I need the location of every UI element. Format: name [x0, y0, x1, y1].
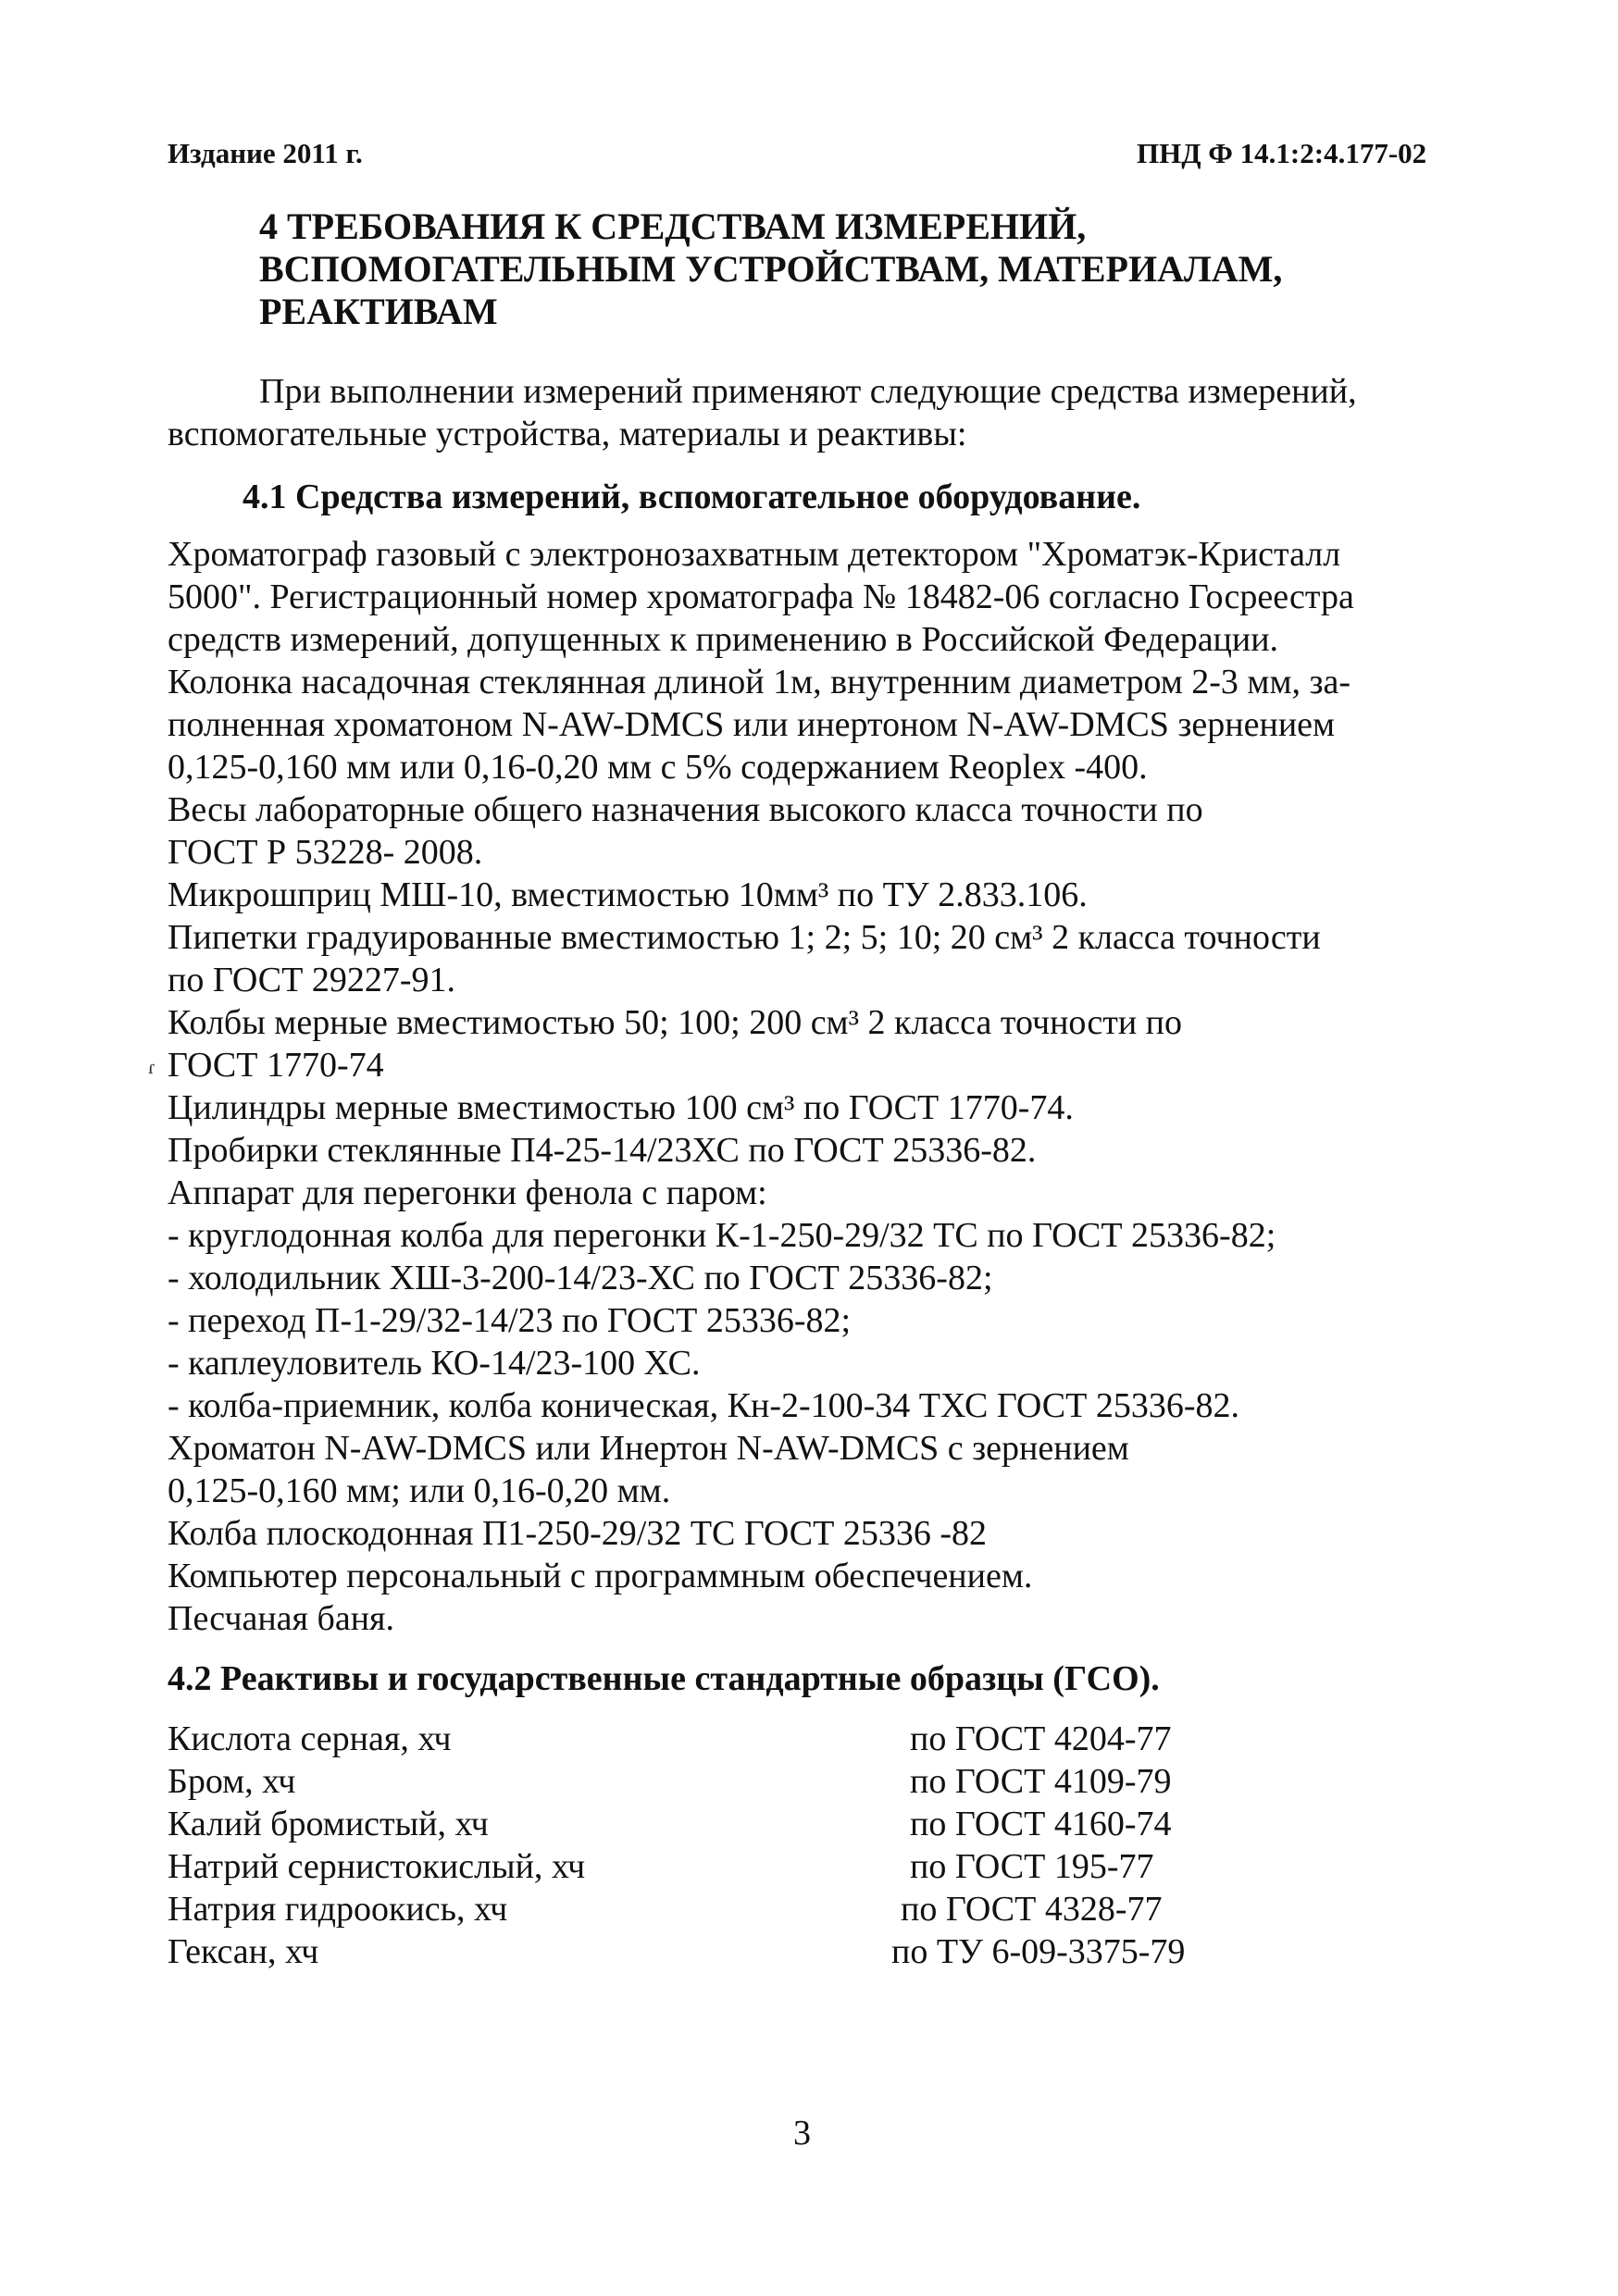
- section-title-line: РЕАКТИВАМ: [259, 291, 498, 332]
- reagent-name: Натрия гидроокись, хч: [168, 1890, 508, 1929]
- reagent-name: Кислота серная, хч: [168, 1719, 452, 1758]
- reagent-standard: по ГОСТ 4109-79: [910, 1762, 1172, 1801]
- reagent-standard: по ГОСТ 4328-77: [901, 1890, 1163, 1929]
- equipment-line: Цилиндры мерные вместимостью 100 см³ по ГОСТ 1770-74.: [168, 1088, 1074, 1127]
- apparatus-item: - холодильник ХШ-3-200-14/23-ХС по ГОСТ 25336-82;: [168, 1259, 993, 1297]
- document-code: ПНД Ф 14.1:2:4.177-02: [1137, 137, 1427, 169]
- apparatus-item: - каплеуловитель КО-14/23-100 ХС.: [168, 1344, 701, 1383]
- stray-mark: ɾ: [148, 1055, 156, 1078]
- apparatus-item: - колба-приемник, колба коническая, Кн-2-100-34 ТХС ГОСТ 25336-82.: [168, 1386, 1239, 1425]
- page-number: 3: [793, 2114, 811, 2153]
- equipment-line: 5000". Регистрационный номер хроматографа № 18482-06 согласно Госреестра: [168, 577, 1354, 616]
- edition-label: Издание 2011 г.: [168, 137, 363, 169]
- equipment-line: Хроматограф газовый с электронозахватным детектором "Хроматэк-Кристалл: [168, 535, 1341, 574]
- reagent-name: Натрий сернистокислый, хч: [168, 1847, 586, 1886]
- reagent-standard: по ГОСТ 4204-77: [910, 1719, 1172, 1758]
- equipment-line: Колба плоскодонная П1-250-29/32 ТС ГОСТ 25336 -82: [168, 1514, 988, 1553]
- reagent-name: Гексан, хч: [168, 1932, 319, 1971]
- equipment-line: полненная хроматоном N-AW-DMCS или инертоном N-AW-DMCS зернением: [168, 705, 1336, 744]
- reagent-standard: по ГОСТ 195-77: [910, 1847, 1154, 1886]
- subsection-heading: 4.1 Средства измерений, вспомогательное оборудование.: [243, 478, 1141, 516]
- reagent-standard: по ТУ 6-09-3375-79: [891, 1932, 1186, 1971]
- equipment-line: ГОСТ Р 53228- 2008.: [168, 833, 483, 872]
- equipment-line: Аппарат для перегонки фенола с паром:: [168, 1173, 767, 1212]
- equipment-line: Песчаная баня.: [168, 1599, 395, 1638]
- equipment-line: Хроматон N-AW-DMCS или Инертон N-AW-DMCS с зернением: [168, 1429, 1129, 1468]
- intro-line: При выполнении измерений применяют следующие средства измерений,: [259, 372, 1357, 411]
- equipment-line: Пробирки стеклянные П4-25-14/23ХС по ГОСТ 25336-82.: [168, 1131, 1037, 1170]
- section-title: [259, 205, 1282, 333]
- equipment-line: средств измерений, допущенных к применению в Российской Федерации.: [168, 620, 1279, 659]
- equipment-line: Пипетки градуированные вместимостью 1; 2; 5; 10; 20 см³ 2 класса точности: [168, 918, 1321, 957]
- equipment-line: по ГОСТ 29227-91.: [168, 961, 455, 999]
- equipment-line: ГОСТ 1770-74: [168, 1046, 384, 1085]
- equipment-line: Колбы мерные вместимостью 50; 100; 200 см³ 2 класса точности по: [168, 1003, 1183, 1042]
- section-title-line: 4 ТРЕБОВАНИЯ К СРЕДСТВАМ ИЗМЕРЕНИЙ,: [259, 205, 1087, 247]
- apparatus-item: - круглодонная колба для перегонки К-1-250-29/32 ТС по ГОСТ 25336-82;: [168, 1216, 1276, 1255]
- equipment-line: Микрошприц МШ-10, вместимостью 10мм³ по ТУ 2.833.106.: [168, 875, 1088, 914]
- apparatus-item: - переход П-1-29/32-14/23 по ГОСТ 25336-82;: [168, 1301, 852, 1340]
- equipment-line: Весы лабораторные общего назначения высокого класса точности по: [168, 790, 1203, 829]
- intro-line: вспомогательные устройства, материалы и реактивы:: [168, 415, 967, 453]
- equipment-line: 0,125-0,160 мм или 0,16-0,20 мм с 5% содержанием Reoplex -400.: [168, 748, 1148, 787]
- equipment-line: 0,125-0,160 мм; или 0,16-0,20 мм.: [168, 1471, 671, 1510]
- reagent-standard: по ГОСТ 4160-74: [910, 1805, 1172, 1843]
- equipment-line: Компьютер персональный с программным обеспечением.: [168, 1557, 1033, 1595]
- subsection-heading: 4.2 Реактивы и государственные стандартные образцы (ГСО).: [168, 1659, 1160, 1698]
- reagent-name: Бром, хч: [168, 1762, 296, 1801]
- reagent-name: Калий бромистый, хч: [168, 1805, 489, 1843]
- equipment-line: Колонка насадочная стеклянная длиной 1м, внутренним диаметром 2-3 мм, за-: [168, 663, 1351, 701]
- section-title-line: ВСПОМОГАТЕЛЬНЫМ УСТРОЙСТВАМ, МАТЕРИАЛАМ,: [259, 248, 1283, 290]
